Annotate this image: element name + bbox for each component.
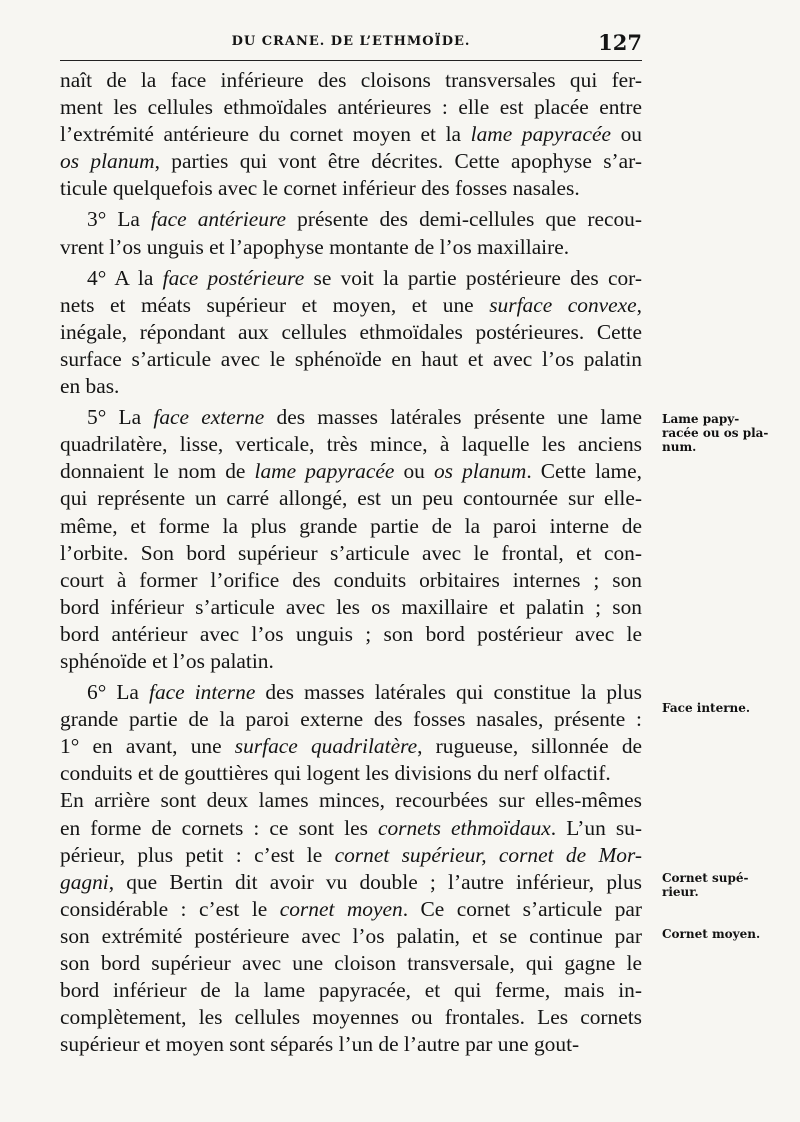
italic-term: cornet supérieur, cornet de Mor- [334,842,642,867]
text-segment: court à former l’orifice des conduits orbitaires internes ; son [60,567,642,592]
text-segment: son bord supérieur avec une cloison transversale, qui gagne le [60,951,642,975]
text-segment: complètement, les cellules moyennes ou frontales. Les cornets [60,1005,642,1030]
text-line [60,265,642,292]
text-segment: des masses latérales présente une lame [264,405,642,430]
text-line [60,431,642,458]
text-line [60,567,642,594]
text-segment: . L’un su- [550,815,642,840]
text-segment: se voit la partie postérieure des cor- [304,265,642,290]
text-segment: sphénoïde et l’os palatin. [60,648,274,673]
text-segment: En arrière sont deux lames minces, recourbées sur elles-mêmes [60,788,642,813]
margin-note-line: rieur. [662,885,699,899]
body-text [60,67,642,1058]
text-segment: 4° A la [87,265,163,290]
text-segment: ou [394,459,434,484]
italic-term: surface quadrilatère [234,734,418,759]
text-line [60,485,642,512]
text-line [60,404,642,431]
text-segment: bord inférieur s’articule avec les os maxillaire et palatin ; son [60,594,642,619]
text-segment: bord antérieur avec l’os unguis ; son bord postérieur avec le [60,621,642,646]
text-segment: supérieur et moyen sont séparés l’un de l’autre par une gout- [60,1032,580,1057]
text-segment: , [636,292,642,317]
text-line [60,513,642,540]
text-segment: , que Bertin dit avoir vu double ; l’autre inférieur, plus [108,869,642,894]
text-line [60,67,642,94]
italic-term: face postérieure [162,265,305,290]
text-line [60,319,642,346]
text-segment: l’extrémité antérieure du cornet moyen et la [60,122,471,147]
text-segment: , rugueuse, sillonnée de [417,734,642,759]
margin-note-cornet-moyen [662,927,760,941]
running-title: DU CRANE. DE L’ETHMOÏDE. [231,34,471,49]
text-segment: . Cette lame, [526,459,642,484]
text-segment: 1° en avant, une [60,734,235,759]
running-header [60,30,642,61]
text-line [60,234,642,261]
text-line [60,175,642,202]
text-segment: grande partie de la paroi externe des fosses nasales, présente : [60,707,642,732]
text-segment: en bas. [60,374,120,399]
margin-note-lame-papyracee [662,412,768,454]
margin-note-cornet-superieur [662,871,748,899]
italic-term: surface convexe [489,292,637,317]
text-line [60,977,642,1004]
italic-term: face antérieure [151,207,287,232]
text-line [60,679,642,706]
text-segment: son extrémité postérieure avec l’os palatin, et se continue par [60,923,642,948]
italic-term: lame papyracée [254,459,395,484]
italic-term: face externe [153,405,265,430]
text-line [60,733,642,760]
text-line [60,121,642,148]
text-segment: conduits et de gouttières qui logent les divisions du nerf olfactif. [60,761,611,786]
text-line [60,950,642,977]
text-line [60,1031,642,1058]
text-segment: 5° La [87,405,154,430]
text-line [60,706,642,733]
text-segment: inégale, répondant aux cellules ethmoïdales postérieures. Cette [60,319,642,344]
italic-term: lame papyracée [470,122,611,147]
text-line [60,760,642,787]
text-line [60,94,642,121]
text-segment: des masses latérales qui constitue la plus [255,680,642,705]
text-line [60,594,642,621]
text-segment: . Ce cornet s’articule par [402,896,642,921]
text-segment: bord inférieur de la lame papyracée, et qui ferme, mais in- [60,978,642,1003]
text-segment: qui représente un carré allongé, est un peu contournée sur elle- [60,486,642,511]
text-segment: en forme de cornets : ce sont les [60,815,378,840]
italic-term: os planum [433,459,527,484]
text-segment: 3° La [87,207,151,232]
text-line [60,540,642,567]
text-segment: périeur, plus petit : c’est le [60,842,335,867]
text-line [60,815,642,842]
italic-term: gagni [60,869,109,894]
italic-term: cornets ethmoïdaux [377,815,551,840]
text-segment: même, et forme la plus grande partie de la paroi interne de [60,513,642,538]
text-segment: surface s’articule avec le sphénoïde en haut et avec l’os palatin [60,346,642,371]
text-segment: naît de la face inférieure des cloisons transversales qui fer- [60,68,642,92]
text-line [60,842,642,869]
text-line [60,458,642,485]
text-line [60,1004,642,1031]
text-line [60,206,642,233]
text-segment: ment les cellules ethmoïdales antérieures : elle est placée entre [60,95,642,120]
text-segment: vrent l’os unguis et l’apophyse montante de l’os maxillaire. [60,234,570,259]
text-line [60,896,642,923]
text-line [60,648,642,675]
margin-note-line: num. [662,440,697,454]
text-segment: quadrilatère, lisse, verticale, très mince, à laquelle les anciens [60,432,642,457]
margin-note-line: Face interne. [662,701,751,715]
text-line [60,346,642,373]
text-line [60,621,642,648]
italic-term: os planum [60,149,155,174]
text-line [60,787,642,814]
margin-note-line: Lame papy- [662,412,740,426]
page-number: 127 [598,30,642,55]
text-segment: nets et méats supérieur et moyen, et une [60,292,490,317]
text-segment: ticule quelquefois avec le cornet inférieur des fosses nasales. [60,176,580,201]
text-segment: l’orbite. Son bord supérieur s’articule avec le frontal, et con- [60,540,642,565]
margin-note-line: Cornet supé- [662,871,749,885]
text-line [60,373,642,400]
text-line [60,923,642,950]
text-segment: ou [610,122,642,147]
margin-note-line: Cornet moyen. [662,927,761,941]
italic-term: face interne [149,680,256,705]
text-segment: donnaient le nom de [60,459,255,484]
text-line [60,148,642,175]
text-line [60,292,642,319]
text-segment: , parties qui vont être décrites. Cette apophyse s’ar- [154,149,642,174]
margin-note-face-interne [662,701,750,715]
text-line [60,869,642,896]
margin-note-line: racée ou os pla- [662,426,769,440]
text-segment: considérable : c’est le [60,896,280,921]
text-segment: 6° La [87,680,149,705]
italic-term: cornet moyen [279,896,403,921]
text-segment: présente des demi-cellules que recou- [286,207,642,232]
